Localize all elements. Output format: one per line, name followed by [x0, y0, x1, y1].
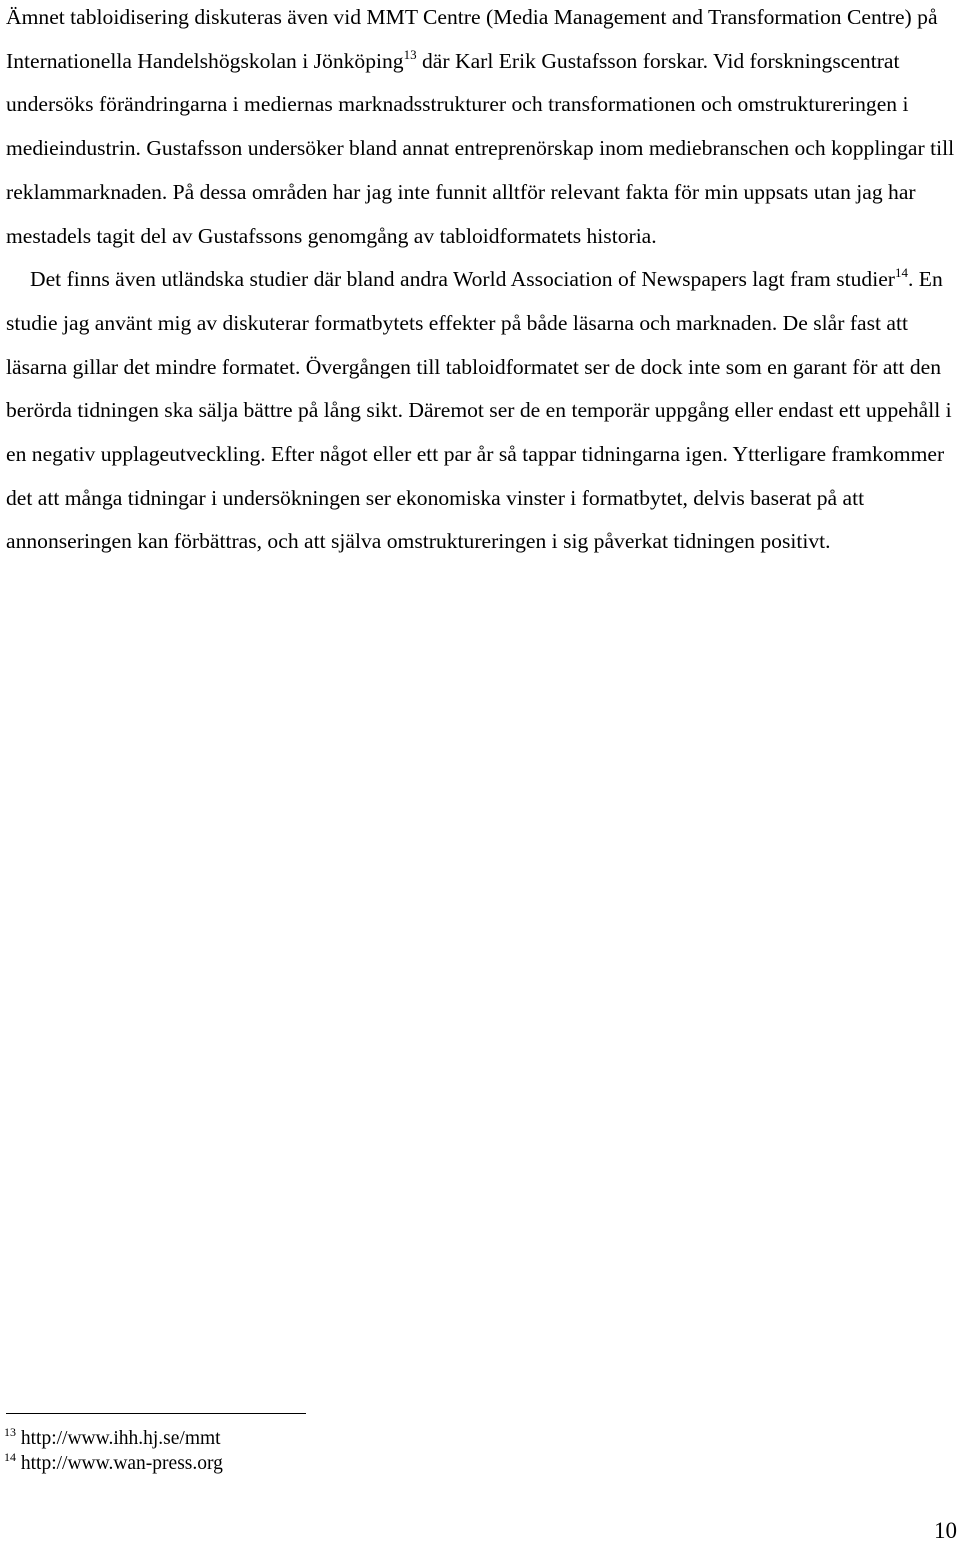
paragraph-1-text-end: där Karl Erik Gustafsson forskar. Vid forskningscentrat undersöks förändringarna i mediernas marknadsstrukturer och transformationen och omstruktureringen i medieindustrin. Gustafsson undersöker bland annat entreprenörskap inom mediebranschen och kopplingar till reklammarknaden. På dessa områden har jag inte funnit alltför relevant fakta för min uppsats utan jag har mestadels tagit del av Gustafssons genomgång av tabloidformatets historia. — [6, 48, 955, 248]
footnote-number: 13 — [4, 1425, 16, 1439]
footnote-number: 14 — [4, 1450, 16, 1464]
page-number: 10 — [934, 1518, 957, 1543]
footnote-13 — [4, 1426, 604, 1451]
footnote-14 — [4, 1451, 604, 1476]
paragraph-2-text-end: . En studie jag använt mig av diskuterar formatbytets effekter på både läsarna och marknaden. De slår fast att läsarna gillar det mindre formatet. Övergången till tabloidformatet ser de dock inte som en garant för att den berörda tidningen ska sälja bättre på lång sikt. Däremot ser de en temporär uppgång eller endast ett uppehåll i en negativ upplageutveckling. Efter något eller ett par år så tappar tidningarna igen. Ytterligare framkommer det att många tidningar i undersökningen ser ekonomiska vinster i formatbytet, delvis baserat på att annonseringen kan förbättras, och att själva omstruktureringen i sig påverkat tidningen positivt. — [6, 267, 952, 554]
paragraph-1 — [6, 0, 958, 258]
footnotes — [4, 1426, 604, 1476]
footnote-reference-14: 14 — [894, 265, 908, 281]
footnote-separator — [6, 1413, 306, 1414]
paragraph-2-text-start: Det finns även utländska studier där bland andra World Association of Newspapers lagt fram studier — [30, 267, 895, 292]
paragraph-1-text-start: Ämnet tabloidisering diskuteras även vid MMT Centre (Media Management and Transformation Centre) på Internationella Handelshögskolan i Jönköping — [6, 5, 938, 73]
footnote-reference-13: 13 — [403, 46, 417, 62]
footnote-url: http://www.ihh.hj.se/mmt — [20, 1428, 221, 1449]
paragraph-2 — [6, 258, 958, 564]
body-text — [6, 0, 958, 564]
footnote-url: http://www.wan-press.org — [20, 1453, 223, 1474]
